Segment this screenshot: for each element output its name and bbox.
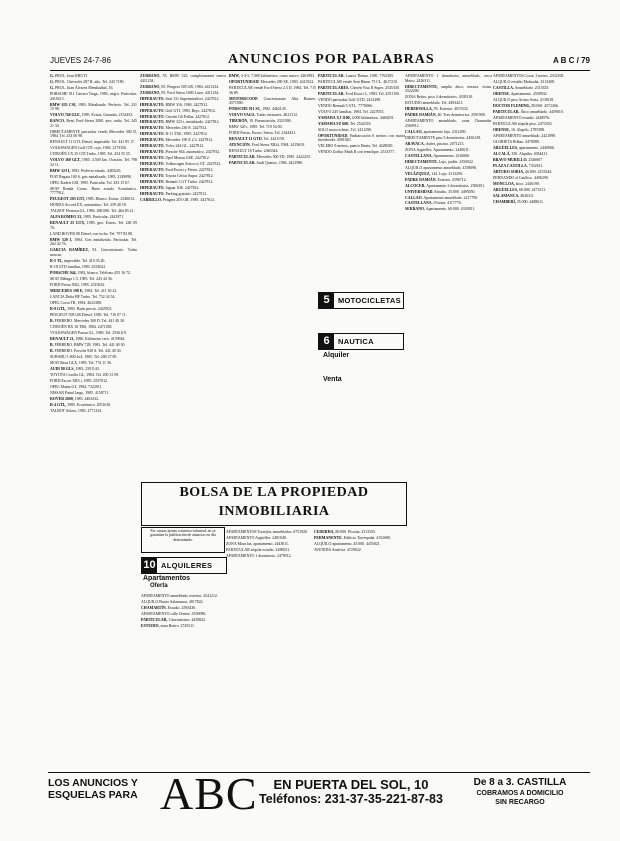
- ad-heading: HIPERAUTO.: [140, 186, 165, 191]
- classified-ad: UNIVERSIDAD. Estudio, 35.000. 4495050.: [405, 189, 476, 194]
- column-low-c: [314, 530, 401, 760]
- ad-heading: HIPERAUTO.: [140, 180, 165, 185]
- classified-ad: ALQUILO estudio Malasaña. 2313408.: [493, 79, 555, 84]
- ad-heading: OPORTUNIDAD.: [318, 133, 349, 138]
- classified-ad: FORD Escort XR3 i, 1985. 2537812.: [50, 378, 108, 383]
- classified-ad: VOLVO 740 GLE, 1985. Extras. Garantía. 2154433.: [50, 113, 134, 118]
- classified-ad: ORENSE, 16. Alquilo. 2795588.: [493, 127, 546, 132]
- classified-ad: HIPERAUTO. Golf GTI, 1983. Rojo. 2427812.: [140, 108, 216, 113]
- ad-heading: HIPERAUTO.: [140, 150, 165, 155]
- classified-ad: ATENCIÓN. Ford Sierra XR4i, 1984. 2415610.: [229, 143, 305, 148]
- classified-ad: PORSCHE 944, 1983, blanco. Teléfono 455 16 72.: [50, 270, 131, 275]
- classified-ad: VENDO Zodiac Mark II con remolque. 2313377.: [318, 150, 396, 155]
- classified-ad: CHAMARTÍN. Estudio. 2593430.: [141, 605, 197, 610]
- classified-ad: CASTELLANA. Oficina. 4117776.: [405, 201, 462, 206]
- classified-ad: DIRECTAMENTE piso 5 dormitorios. 4456128.: [405, 135, 481, 140]
- classified-ad: ZURBANO, 95. Peugeot 505 GR, 1984. 4411234.: [140, 84, 220, 89]
- ad-heading: RENAULT 21,: [50, 336, 75, 341]
- ad-heading: BMW 323 I,: [50, 168, 71, 173]
- ad-heading: DOCTOR FLEMING,: [493, 103, 531, 108]
- classified-ad: APARTAMENTO Argüelles. 2481040.: [226, 535, 287, 540]
- classified-ad: OPEL Kadett GSI, 1985. Particular. Tel. 433 15 67.: [50, 180, 131, 185]
- classified-ad: VOLKSWAGEN Passat GL, 1983. Tel. 2556110.: [50, 330, 127, 335]
- classified-ad: DIRECTAMENTE, amplio ático, terraza, vistas. 2522200.: [405, 84, 492, 94]
- ad-heading: PERMANENTE.: [314, 535, 343, 540]
- ad-heading: HIPERAUTO.: [140, 96, 165, 101]
- footer-phones: Teléfonos: 231-37-35-221-87-83: [259, 792, 443, 806]
- classified-ad: FERNANDO el Católico. 4496290.: [493, 175, 549, 180]
- classified-ad: APARTAMENTO 1 dormitorio. 2479912.: [226, 553, 292, 558]
- classified-ad: APARTAMENTO calle Orense. 4550090.: [141, 611, 207, 616]
- ad-heading: PARTICULAR,: [141, 617, 168, 622]
- footer-right-line-2: COBRAMOS A DOMICILIO: [476, 790, 564, 797]
- ad-heading: CARRILLO.: [140, 198, 162, 203]
- classified-ad: HIPERAUTO. Toyota Celica Supra. 2427812.: [140, 174, 214, 179]
- classified-ad: CHAMBERÍ, 35.000. 4488611.: [493, 199, 544, 204]
- section-label: MOTOCICLETAS: [338, 296, 401, 305]
- page-date: JUEVES 24-7-86: [50, 56, 111, 65]
- classified-ad: TIBURÓN, 19. Financiación. 2321900.: [229, 119, 292, 124]
- classified-ad: SALAMANCA. 4026311.: [493, 193, 535, 198]
- ad-heading: CHAMARTÍN.: [141, 605, 167, 610]
- classified-ad: MERCEDES 190 E, 1984. Tel. 411 30 22.: [50, 288, 118, 293]
- ad-heading: MERCEDES 190 E,: [50, 288, 84, 293]
- subsection-alquiler: Alquiler: [320, 352, 352, 359]
- ad-heading: HERMOSILLA,: [405, 107, 433, 112]
- ad-heading: PLAZA CASTILLA.: [493, 163, 528, 168]
- classified-ad: SEAT Málaga 1.5, 1985. Tel. 243 44 36.: [50, 276, 113, 281]
- classified-ad: CASTILLA. Amueblado. 2313355.: [493, 85, 550, 90]
- ad-heading: PORSCHE 944,: [50, 270, 77, 275]
- classified-ad: ZURBANO, 95. Ford Sierra 1600 Laser. 4411234.: [140, 90, 220, 95]
- classified-ad: HIPERAUTO. Jaguar XJ6. 2427812.: [140, 186, 200, 191]
- ad-heading: HIPERAUTO.: [140, 126, 165, 131]
- classified-ad: CARRILLO. Peugeot 205 GR, 1985. 4437612.: [140, 198, 215, 203]
- ad-heading: AUDI 80 GLS,: [50, 366, 75, 371]
- ad-heading: R-4 GTL,: [50, 402, 67, 407]
- classified-ad: APARTAMENTO amueblado, zona Chamartín. 2560912.: [405, 119, 492, 128]
- column-3-ads: [229, 74, 316, 166]
- classified-ad: TOYOTA Corolla GL, 1984. Tel. 450 31 09.: [50, 372, 120, 377]
- banner-line-2: INMOBILIARIA: [218, 504, 330, 519]
- ad-heading: BMW 520 I,: [50, 237, 73, 242]
- classified-ad: SERRANO. Apartamento, 60.000. 4318821.: [405, 207, 476, 212]
- classified-ad: PERMANENTE. Edificio Torrespaña. 4152680.: [314, 535, 391, 540]
- classified-ad: LANCIA Delta HF Turbo. Tel. 732 34 54.: [50, 294, 116, 299]
- classified-ad: TALBOT Solara, 1983. 4771234.: [50, 408, 103, 413]
- ad-heading: HIPERAUTO.: [140, 138, 165, 143]
- ad-heading: HIPERAUTO.: [140, 192, 165, 197]
- ad-heading: B.: [50, 342, 54, 347]
- classified-ad: ROVER 2600, 1983. 4463332.: [50, 396, 100, 401]
- ad-heading: UNIVERSIDAD.: [405, 189, 434, 194]
- classified-ad: DIRECTAMENTE particular vendo Mercedes 300 D, 1984. Tel. 433 00 98.: [50, 129, 137, 139]
- ad-heading: R-5 TL,: [50, 258, 64, 263]
- ad-heading: G.: [50, 85, 54, 90]
- classified-ad: G. PROL. Chevrolet 287 R. año. Tel. 243 7180.: [50, 79, 125, 84]
- ad-heading: CALLAO.: [405, 195, 423, 200]
- classified-ad: ZONA Moncloa, apartamento. 2443011.: [226, 541, 289, 546]
- classified-ad: HIPERAUTO. Mercedes 190 E 2.3. 2427812.: [140, 138, 214, 143]
- classified-ad: PARTICULAR vende Ford Sierra 2.3 D, 1984. Tel. 715 36 89.: [229, 85, 316, 95]
- classified-ad: PARTICULAR. Audi Quattro, 1984. 4421980.: [229, 160, 304, 165]
- classified-ad: VOLVO 360 GLT, 1985. 4.500 km. Ocasión. Tel. 798 32 11.: [50, 158, 137, 167]
- classified-ad: PORSCHE 911 Carrera Targa, 1983, negro. Particular. 4419213.: [50, 91, 137, 101]
- classified-ad: ESTUDIO amueblado. Tel. 4493421.: [405, 101, 464, 106]
- classified-ad: B. FERRERO. BMW 728, 1983. Tel. 441 40 30.: [50, 342, 126, 347]
- classified-ad: PEUGEOT 505 GR Diesel, 1983. Tel. 716 07 11.: [50, 312, 127, 317]
- section-label: NAUTICA: [338, 337, 374, 346]
- ad-heading: ARGÜELLES,: [493, 145, 518, 150]
- footer-left: [48, 777, 148, 801]
- ad-heading: CASTILLA.: [493, 85, 514, 90]
- classified-ad: YAMAHA XJ 1100, 4.000 kilómetros. 4460291.: [318, 115, 395, 120]
- section-number: 10: [143, 559, 156, 571]
- ad-heading: G.: [50, 74, 54, 78]
- ad-heading: PADRE DAMIÁN.: [405, 177, 437, 182]
- classified-ad: ALQUILO apartamento, 45.000. 4455021.: [314, 541, 381, 546]
- classified-ad: VENDO particular Golf GTD. 2412288.: [318, 97, 382, 102]
- classified-ad: BMW 320 i, 1985. Tel. 719 54 00.: [229, 125, 283, 130]
- classified-ad: MOTORSCOOP. Concesionario Alfa Romeo. 4571900.: [229, 96, 316, 106]
- ad-heading: ALCALÁ,: [493, 151, 511, 156]
- ad-heading: DIRECTAMENTE,: [405, 84, 438, 89]
- section-title: ANUNCIOS POR PALABRAS: [228, 52, 435, 67]
- ad-heading: ATENCIÓN.: [229, 143, 251, 148]
- classified-ad: HIPERAUTO. Ford Escort y Fiesta. 2427812.: [140, 168, 214, 173]
- classified-ad: R-9 GTL, 1983. Buen precio. 2445501.: [50, 306, 113, 311]
- subsection-venta: Venta: [320, 376, 345, 383]
- classified-ad: HIPERAUTO. Volvo 244 GL. 2427812.: [140, 144, 205, 149]
- classified-ad: HIPERAUTO. Citroën GS Pallas. 2427812.: [140, 114, 210, 119]
- ad-heading: RENAULT 25 GTX,: [50, 221, 86, 226]
- ad-heading: YAMAHA XJ 1100,: [318, 115, 351, 120]
- classified-ad: B. FERRERO. Porsche 928 S. Tel. 441 40 30.: [50, 348, 122, 353]
- classified-ad: ALQUILO apartamento amueblado. 4158090.: [405, 165, 478, 170]
- column-5: [405, 74, 492, 834]
- ad-heading: VOLVO 360 GLT,: [50, 158, 81, 163]
- classified-ad: DIRECTAMENTE. Lujo, jardín. 2350022.: [405, 159, 474, 164]
- classified-ad: FORD Fiesta, Escort, Sierra. Tel. 2344431.: [229, 131, 297, 136]
- ad-heading: MOTORSCOOP.: [229, 96, 259, 101]
- classified-ad: R-18 GTD familiar, 1983. 2533022.: [50, 264, 107, 269]
- classified-ad: B. FERRERO. Mercedes 300 D. Tel. 441 40 30.: [50, 318, 125, 323]
- classified-ad: PARTICULAR alquila estudio. 4480021.: [226, 547, 291, 552]
- ad-heading: PARTICULAR.: [318, 91, 345, 96]
- classified-ad: ORENSE. Apartamento. 4558932.: [493, 91, 548, 96]
- ad-heading: PARTICULAR.: [229, 155, 256, 159]
- ad-heading: RENAULT 11 GTD.: [229, 137, 263, 142]
- classified-ad: RENAULT 11 GTD. Tel. 2441150.: [229, 137, 285, 142]
- ad-heading: HIPERAUTO.: [140, 162, 165, 167]
- ad-heading: CASTELLANA.: [405, 153, 433, 158]
- classified-ad: TALBOT Horizon GL, 1984. 280.000. Tel. 464 83 21.: [50, 209, 135, 214]
- ad-heading: SERRANO.: [405, 207, 425, 212]
- classified-ad: FIAT Regata 100 S, gris metalizado, 1985. 2149090.: [50, 174, 132, 179]
- classified-ad: HIPERAUTO. Mercedes 230 E. 2427812.: [140, 126, 208, 131]
- section-number: 5: [319, 293, 334, 308]
- classified-ad: ALFA ROMEO 33, 1985. Particular. 2441871.: [50, 215, 125, 220]
- classified-ad: PADRE DAMIÁN. Exterior. 2596712.: [405, 177, 467, 182]
- classified-ad: ARAVACA, chalet, piscina. 2071213.: [405, 141, 465, 146]
- column-4: [318, 74, 405, 480]
- classified-ad: APARTAMENTO estudio. 2448976.: [493, 115, 551, 120]
- classified-ad: ARTURO SORIA, 40.000. 4153344.: [493, 169, 553, 174]
- classified-ad: HIPERAUTO. Opel Monza GSE. 2427812.: [140, 156, 210, 161]
- ad-heading: CASTELLANA.: [405, 201, 433, 206]
- classified-ad: VOLVO VAGA. Todas versiones. 4021312.: [229, 113, 298, 118]
- bolsa-propiedad-banner: [141, 482, 407, 526]
- ad-heading: B.: [50, 348, 54, 353]
- classified-ad: OPEL Manta GT, 1984. 7322011.: [50, 384, 103, 389]
- classified-ad: BMW 635 CSI, 1983. Metalizado. Perfecto. Tel. 231 15 98.: [50, 102, 137, 112]
- ad-heading: CEDERHA,: [314, 530, 335, 534]
- classified-ad: R-5 TL, impecable. Tel. 410 35 20.: [50, 258, 106, 263]
- ad-heading: HIPERAUTO.: [140, 168, 165, 173]
- classified-ad: MONCLOA, ático. 2446190.: [493, 181, 540, 186]
- column-1: [50, 74, 137, 834]
- classified-ad: ALQUILO piso Arturo Soria. 4138181.: [493, 97, 555, 102]
- ad-heading: PADRE DAMIÁN,: [405, 113, 437, 118]
- footer-right-line-3: SIN RECARGO: [495, 799, 545, 806]
- classified-ad: ZURBANO, 95. BMW 525, completamente nuevo. 4411234.: [140, 74, 227, 83]
- footer-right: [450, 777, 590, 807]
- classified-ad: PARTICULARES. Citroën Visa II Super. 2545330.: [318, 85, 400, 90]
- classified-ad: PADRE DAMIÁN, 40. Tres dormitorios. 2591900.: [405, 113, 486, 118]
- classified-ad: GLORIETA Bilbao. 4470880.: [493, 139, 540, 144]
- section-label: ALQUILERES: [161, 561, 213, 570]
- ad-heading: ZURBANO,: [140, 84, 161, 89]
- section-number: 6: [319, 334, 334, 349]
- classified-ad: GARCIA RAMÍREZ, 92. Concesionario. Todas marcas.: [50, 248, 137, 257]
- ad-heading: G.: [50, 79, 54, 84]
- section-motocicletas: [318, 292, 404, 309]
- footer-address-line: EN PUERTA DEL SOL, 10: [273, 777, 429, 792]
- classified-ad: APARTAMENTO amueblado, exterior. 2541212.: [141, 594, 218, 598]
- classified-ad: ZONA Retiro, piso 4 dormitorios. 4339110.: [405, 95, 474, 100]
- classified-ad: ARGÜELLES, 60.000. 2473311.: [493, 187, 547, 192]
- ad-heading: HIPERAUTO.: [140, 102, 165, 107]
- ad-heading: ZURBANO,: [140, 90, 161, 95]
- classified-ad: ALCALÁ, 350. Alquiler. 4034411.: [493, 151, 549, 156]
- classified-ad: APARTAMENTOS Costa. 3 meses. 2332100.: [493, 74, 565, 78]
- classified-ad: OPORTUNIDAD! Mercedes 280 SE, 1983. 4415522.: [229, 79, 315, 84]
- ad-heading: VELÁZQUEZ,: [405, 171, 431, 176]
- classified-ad: SEAT Ronda Crono. Buen estado. Económico. 7777912.: [50, 186, 137, 196]
- column-4-ads: [318, 74, 405, 155]
- classified-ad: HIPERAUTO. BMW 316, 1984. 2427812.: [140, 102, 209, 107]
- ad-heading: BRAVO MURILLO.: [493, 157, 528, 162]
- ad-heading: ORENSE.: [493, 91, 510, 96]
- ad-heading: DIRECTAMENTE.: [405, 159, 438, 164]
- ad-heading: PARTICULAR.: [229, 160, 256, 165]
- ad-heading: HIPERAUTO.: [140, 120, 165, 125]
- classified-ad: SOLO motocicletas. Tel. 2411290.: [318, 127, 372, 132]
- classified-ad: BMW 520 I, 1984. Gris metalizado. Particular. Tel. 262 42 76.: [50, 237, 137, 247]
- classified-ad: ALCOCER. Apartamento 2 dormitorios. 2506301.: [405, 183, 486, 188]
- classified-ad: CEDERHA, 80.000. Piscina. 2313355.: [314, 530, 376, 534]
- ad-heading: BANCO.: [50, 119, 66, 124]
- classified-ad: PARTICULAR. Ático amueblado. 4459010.: [493, 109, 564, 114]
- ad-heading: PORSCHE 911 SC,: [229, 107, 262, 112]
- ad-heading: TIBURÓN,: [229, 119, 249, 124]
- page-footer: [48, 768, 590, 833]
- classified-ad: BRAVO MURILLO. 2546607.: [493, 157, 543, 162]
- classified-ad: SEAT Ibiza GLX, 1985. Tel. 774 11 36.: [50, 360, 112, 365]
- column-low-a: [141, 594, 228, 768]
- ad-heading: HIPERAUTO.: [140, 156, 165, 161]
- classified-ad: PARTICULAR. Mercedes 300 TD, 1985. 2422233.: [229, 155, 311, 159]
- section-alquileres: [141, 557, 227, 574]
- ad-heading: HIPERAUTO.: [140, 108, 165, 113]
- classified-ad: PEUGEOT 205 GTI, 1985. Blanco. Extras. 2540012.: [50, 197, 135, 202]
- classified-ad: HONDA Accord EX, automático. Tel. 259 40 18.: [50, 203, 127, 208]
- classified-ad: DOCTOR FLEMING, 80.000. 4572266.: [493, 103, 559, 108]
- ad-heading: ARGÜELLES,: [493, 187, 518, 192]
- ad-heading: HIPERAUTO.: [140, 174, 165, 179]
- classified-ad: R-4 GTL, 1985. Económico. 2051616.: [50, 402, 112, 407]
- classified-ad: APARTAMENTO amueblado. 2421890.: [493, 133, 556, 138]
- classified-ad: LAND ROVER 88 Diesel, con techo. Tel. 797 83 88.: [50, 231, 133, 236]
- classified-ad: RENAULT 11 GTL Diesel, impecable. Tel. 441 85 17.: [50, 140, 135, 145]
- ad-heading: SALAMANCA.: [493, 193, 520, 198]
- ad-heading: ZURBANO,: [140, 74, 161, 78]
- page-header: [50, 52, 590, 71]
- ad-heading: BMW,: [229, 74, 240, 78]
- classified-ad: CITROËN BX 16 TRS, 1984. 2471188.: [50, 324, 113, 329]
- classified-ad: PARTICULAR. Ford Escort L, 1983. Tel. 4551190.: [318, 91, 400, 96]
- classified-ad: BMW, 3-4-5, 7.000 kilómetros, como nuevo. 4461983.: [229, 74, 316, 78]
- classified-ad: PARTICULAR vende Seat Ritmo 75 CL. 4617210.: [318, 79, 398, 84]
- classified-ad: VELERO 9 metros, puerto Denia. Tel. 4428030.: [318, 144, 394, 149]
- classified-ad: HIPERAUTO. Parking gratuito. 2427812.: [140, 192, 208, 197]
- classified-ad: HIPERAUTO. Renault 5 GT Turbo. 2427812.: [140, 180, 214, 185]
- footer-hours: De 8 a 3. CASTILLA: [473, 777, 567, 788]
- classified-ad: SUBARU 1.800 4x4, 1985. Tel. 200 27 85.: [50, 354, 118, 359]
- classified-ad: PARTICULAR alquila piso. 2473310.: [493, 121, 553, 126]
- classified-ad: VOLKSWAGEN Golf GTI, rojo, 1984. 2173356.: [50, 146, 128, 151]
- ad-heading: HIPERAUTO.: [140, 144, 165, 149]
- ad-heading: PEUGEOT 205 GTI,: [50, 197, 85, 202]
- page-number: A B C / 79: [552, 56, 590, 65]
- classified-ad: G. PROL. Jean 8/BUTI: [50, 74, 87, 78]
- classified-ad: G. PROL. Juan Álvarez Mendizábal, 16.: [50, 85, 114, 90]
- ad-heading: PARTICULAR.: [318, 74, 345, 78]
- column-6: [493, 74, 580, 834]
- ad-heading: BMW 635 CSI,: [50, 102, 77, 107]
- footer-address: [256, 777, 446, 807]
- classified-ad: PARTICULAR, 3 dormitorios. 4458822.: [141, 617, 207, 622]
- ad-heading: ALFA ROMEO 33,: [50, 215, 83, 220]
- subsection-apartamentos: Apartamentos: [143, 575, 191, 582]
- classified-ad: YAMAHA FZ 600. Tel. 2542318.: [318, 121, 372, 126]
- classified-ad: OPORTUNIDAD. Embarcación 6 metros con motor fueraborda. 4581920.: [318, 133, 405, 143]
- footer-left-line-1: LOS ANUNCIOS Y: [48, 777, 138, 789]
- banner-line-1: BOLSA DE LA PROPIEDAD: [179, 485, 369, 500]
- ad-heading: PARTICULAR.: [493, 109, 520, 114]
- notice-box: Por causas ajenas a nuestra voluntad, no se garantiza la publicación de anuncios en día determinado.: [141, 527, 225, 553]
- classified-ad: HIPERAUTO. Porsche 944, automático. 2427812.: [140, 150, 221, 155]
- section-nautica: [318, 333, 404, 350]
- classified-ad: NISSAN Patrol largo, 1985. 4158711.: [50, 390, 110, 395]
- classified-ad: HIPERAUTO. BMW 323 i, metalizado. 2427812.: [140, 120, 220, 125]
- classified-ad: HIPERAUTO. R-11 TXE, 1985. 2427812.: [140, 132, 208, 137]
- classified-ad: RENAULT 18 Turbo. 2463344.: [229, 149, 279, 154]
- classified-ad: HIPERAUTO. Volkswagen Scirocco GT. 2427812.: [140, 162, 222, 167]
- classified-ad: AUDI 80 GLS, 1983. 2591143.: [50, 366, 100, 371]
- ad-heading: ARTURO SORIA,: [493, 169, 524, 174]
- classified-ad: AVENIDA América. 4159022.: [314, 547, 362, 552]
- ad-heading: PARTICULARES.: [318, 85, 350, 90]
- ad-heading: ORENSE,: [493, 127, 510, 132]
- classified-ad: APARTAMENTOS Torrejón, amueblados. 6751920.: [226, 530, 308, 534]
- classified-ad: BANCO. Rent. Ford Sierra 2000, aire, radio. Tel. 245 21 34.: [50, 119, 137, 128]
- column-2: [140, 74, 227, 480]
- column-low-b: [226, 530, 313, 760]
- classified-ad: VELÁZQUEZ, 144. Lujo. 4113290.: [405, 171, 463, 176]
- classified-ad: APARTAMENTO 1 dormitorio, amueblado, cerca Metro. 2426311.: [405, 74, 492, 83]
- ad-heading: HIPERAUTO.: [140, 114, 165, 119]
- abc-logo: ABC: [160, 768, 258, 819]
- classified-ad: OPEL Corsa TR, 1984. 4623388.: [50, 300, 102, 305]
- classified-ad: FORD Fiesta XR2, 1985. 2315632.: [50, 282, 106, 287]
- classified-ad: VENDO Renault 5 GTL. 7770066.: [318, 103, 373, 108]
- ad-heading: VOLVO VAGA.: [229, 113, 256, 118]
- ad-heading: CALLAO,: [405, 129, 423, 134]
- classified-ad: CALLAO. Apartamento amueblado. 2217790.: [405, 195, 479, 200]
- ad-heading: ESTUDIO,: [141, 623, 160, 628]
- subsection-oferta: Oferta: [150, 583, 168, 589]
- ad-heading: CHAMBERÍ,: [493, 199, 516, 204]
- ad-heading: ROVER 2600,: [50, 396, 74, 401]
- ad-heading: MONCLOA,: [493, 181, 515, 186]
- classified-ad: RENAULT 25 GTX, 1985, gris. Extras. Tel. 248 09 76.: [50, 221, 137, 230]
- ad-heading: OPORTUNIDAD!: [229, 79, 260, 84]
- classified-ad: PARTICULAR. Lancia Thema, 1985. 7762385.: [318, 74, 395, 78]
- ad-heading: ARAVACA,: [405, 141, 425, 146]
- classified-ad: PORSCHE 911 SC, 1982. 4462145.: [229, 107, 287, 112]
- ad-heading: R-9 GTL,: [50, 306, 67, 311]
- column-3: [229, 74, 316, 480]
- classified-ad: VOLVO 245 familiar, 1984. Tel. 2427055.: [318, 109, 385, 114]
- classified-ad: ESTUDIO, zona Retiro. 2745511.: [141, 623, 195, 628]
- ad-heading: GARCIA RAMÍREZ,: [50, 248, 89, 253]
- classified-ad: ALQUILO Barrio Salamanca. 4017822.: [141, 599, 204, 604]
- ad-heading: VOLVO 740 GLE,: [50, 113, 81, 118]
- classified-ad: BMW 323 I, 1983. Perfecto estado. 4483245.: [50, 168, 122, 173]
- classified-ad: PLAZA CASTILLA. 7332611.: [493, 163, 544, 168]
- classified-ad: HERMOSILLA, 95. Exterior. 4015532.: [405, 107, 469, 112]
- classified-ad: CASTELLANA. Apartamento. 4116060.: [405, 153, 471, 158]
- classified-ad: ZONA Argüelles. Apartamento. 2440011.: [405, 147, 470, 152]
- ad-heading: YAMAHA FZ 600.: [318, 121, 350, 126]
- classified-ad: CALLAO, apartamento lujo. 2312290.: [405, 129, 467, 134]
- ad-heading: ALCOCER.: [405, 183, 426, 188]
- classified-ad: RENAULT 21, 1986. Kilómetro cero. 4159944.: [50, 336, 126, 341]
- footer-left-line-2: ESQUELAS PARA: [48, 789, 138, 801]
- classified-ad: CITROËN CX 25 GTI Turbo, 1985. Tel. 254 55 55.: [50, 152, 131, 157]
- ad-heading: HIPERAUTO.: [140, 132, 165, 137]
- ad-heading: B.: [50, 318, 54, 323]
- classified-ad: ARGÜELLES, apartamento. 2440066.: [493, 145, 555, 150]
- classified-ad: HIPERAUTO. Seat 131 Supermirafiori. 2427812.: [140, 96, 220, 101]
